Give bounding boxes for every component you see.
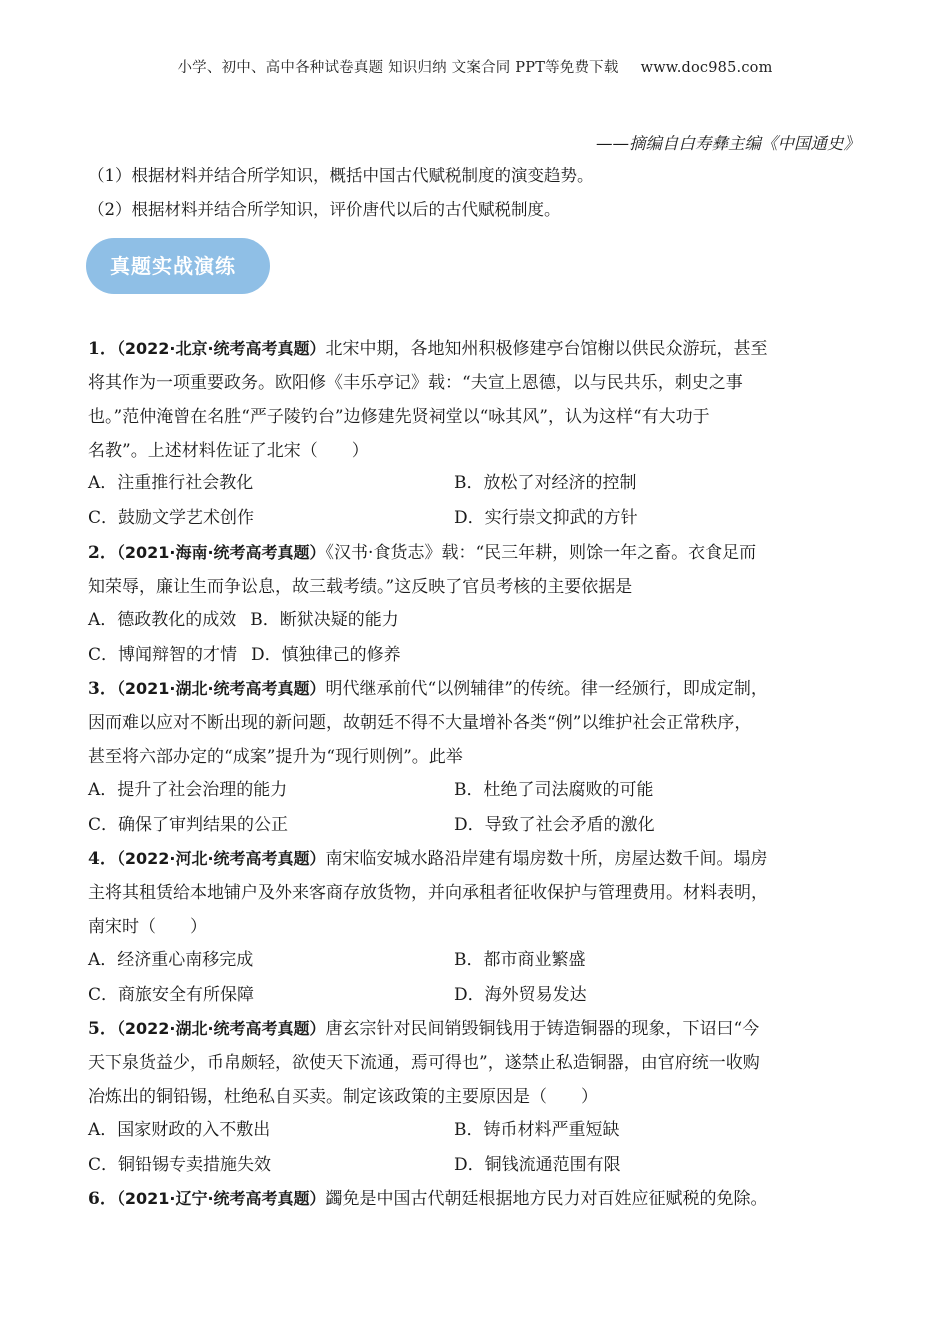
option-b[interactable]: B．放松了对经济的控制 [454, 473, 637, 493]
question-line: 冶炼出的铜铅锡，杜绝私自买卖。制定该政策的主要原因是（ ） [88, 1087, 598, 1107]
material-source: ——摘编自白寿彝主编《中国通史》 [596, 134, 860, 153]
sub-question-1: （1）根据材料并结合所学知识，概括中国古代赋税制度的演变趋势。 [88, 166, 594, 185]
option-d[interactable]: D．铜钱流通范围有限 [454, 1155, 621, 1175]
question-line: 主将其租赁给本地铺户及外来客商存放货物，并向承租者征收保护与管理费用。材料表明， [88, 883, 768, 903]
options-row [88, 603, 868, 637]
question-3 [88, 672, 864, 774]
header-text: 小学、初中、高中各种试卷真题 知识归纳 文案合同 PPT等免费下载 [177, 60, 619, 76]
options-row [88, 638, 868, 672]
question-line [88, 536, 864, 570]
page-header [0, 56, 950, 77]
question-line [88, 1012, 864, 1046]
option-a[interactable]: A．经济重心南移完成 [88, 950, 254, 970]
question-number: 4． [88, 849, 117, 869]
question-line [88, 842, 864, 876]
question-line: 南宋时（ ） [88, 917, 207, 937]
question-line: 甚至将六部办定的“成案”提升为“现行则例”。此举 [88, 747, 463, 767]
question-text: 南宋临安城水路沿岸建有塌房数十所，房屋达数千间。塌房 [325, 849, 768, 869]
question-source-tag: （2022·北京·统考高考真题） [116, 339, 326, 358]
options-row [88, 943, 868, 977]
question-line: 也。”范仲淹曾在名胜“严子陵钓台”边修建先贤祠堂以“咏其风”，认为这样“有大功于 [88, 407, 710, 427]
option-c[interactable]: C．确保了审判结果的公正 [88, 815, 289, 835]
question-line: 知荣辱，廉让生而争讼息，故三载考绩。”这反映了官员考核的主要依据是 [88, 577, 633, 597]
options-row [88, 978, 868, 1012]
options-row [88, 1113, 868, 1147]
options-row [88, 466, 868, 500]
question-source-tag: （2021·湖北·统考高考真题） [116, 679, 326, 698]
option-c[interactable]: C．商旅安全有所保障 [88, 985, 255, 1005]
option-a[interactable]: A．国家财政的入不敷出 [88, 1120, 271, 1140]
question-number: 2． [88, 543, 117, 563]
options-row [88, 808, 868, 842]
option-a[interactable]: A．注重推行社会教化 [88, 473, 254, 493]
option-b[interactable]: B．杜绝了司法腐败的可能 [454, 780, 654, 800]
option-a[interactable]: A．德政教化的成效 [88, 610, 237, 630]
question-source-tag: （2021·辽宁·统考高考真题） [116, 1189, 326, 1208]
question-number: 6． [88, 1189, 117, 1209]
options-row [88, 501, 868, 535]
question-1 [88, 332, 864, 468]
question-line [88, 332, 864, 366]
option-b[interactable]: B．铸币材料严重短缺 [454, 1120, 620, 1140]
question-source-tag: （2021·海南·统考高考真题） [116, 543, 326, 562]
header-url[interactable]: www.doc985.com [640, 60, 773, 76]
question-line: 名教”。上述材料佐证了北宋（ ） [88, 441, 369, 461]
option-d[interactable]: D．导致了社会矛盾的激化 [454, 815, 655, 835]
question-text: 明代继承前代“以例辅律”的传统。律一经颁行，即成定制， [325, 679, 768, 699]
sub-question-2: （2）根据材料并结合所学知识，评价唐代以后的古代赋税制度。 [88, 200, 561, 219]
option-c[interactable]: C．鼓励文学艺术创作 [88, 508, 255, 528]
question-number: 5． [88, 1019, 117, 1039]
option-b[interactable]: B．断狱决疑的能力 [250, 610, 399, 630]
option-d[interactable]: D．慎独律己的修养 [251, 645, 401, 665]
question-line: 将其作为一项重要政务。欧阳修《丰乐亭记》载：“夫宣上恩德，以与民共乐，刺史之事 [88, 373, 743, 393]
options-row [88, 773, 868, 807]
section-title-badge: 真题实战演练 [86, 238, 270, 294]
question-4 [88, 842, 864, 944]
question-text: 蠲免是中国古代朝廷根据地方民力对百姓应征赋税的免除。 [325, 1189, 768, 1209]
question-source-tag: （2022·河北·统考高考真题） [116, 849, 326, 868]
option-c[interactable]: C．博闻辩智的才情 [88, 645, 238, 665]
option-d[interactable]: D．实行崇文抑武的方针 [454, 508, 638, 528]
question-line: 天下泉货益少，币帛颇轻，欲使天下流通，焉可得也”，遂禁止私造铜器，由官府统一收购 [88, 1053, 760, 1073]
question-number: 3． [88, 679, 117, 699]
option-b[interactable]: B．都市商业繁盛 [454, 950, 586, 970]
question-text: 北宋中期，各地知州积极修建亭台馆榭以供民众游玩，甚至 [325, 339, 768, 359]
question-6 [88, 1182, 864, 1216]
option-c[interactable]: C．铜铅锡专卖措施失效 [88, 1155, 272, 1175]
question-line [88, 672, 864, 706]
question-text: 《汉书·食货志》载：“民三年耕，则馀一年之畜。衣食足而 [325, 543, 757, 563]
question-5 [88, 1012, 864, 1114]
options-row [88, 1148, 868, 1182]
question-source-tag: （2022·湖北·统考高考真题） [116, 1019, 326, 1038]
question-2 [88, 536, 864, 604]
question-line [88, 1182, 864, 1216]
question-line: 因而难以应对不断出现的新问题，故朝廷不得不大量增补各类“例”以维护社会正常秩序， [88, 713, 752, 733]
option-d[interactable]: D．海外贸易发达 [454, 985, 587, 1005]
question-number: 1． [88, 339, 117, 359]
option-a[interactable]: A．提升了社会治理的能力 [88, 780, 288, 800]
question-text: 唐玄宗针对民间销毁铜钱用于铸造铜器的现象，下诏曰“今 [325, 1019, 760, 1039]
